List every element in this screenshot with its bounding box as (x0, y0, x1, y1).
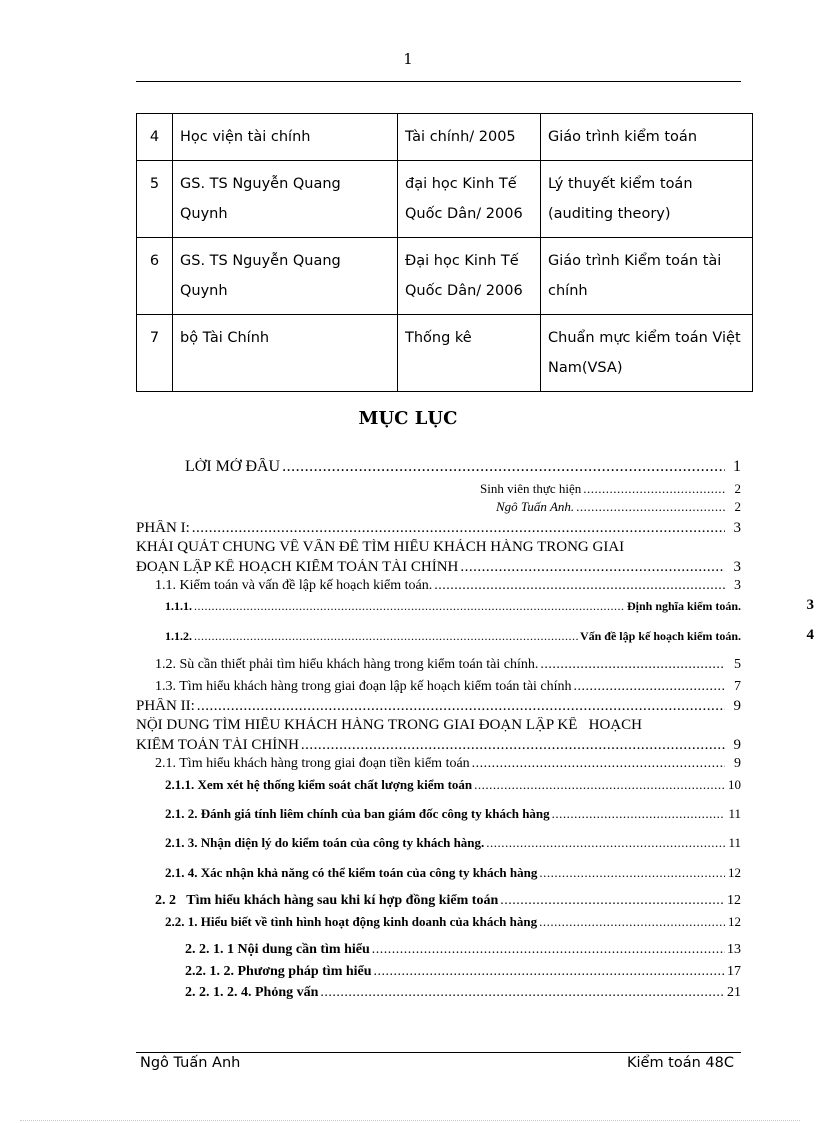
toc-entry-page: 13 (727, 942, 741, 957)
toc-entry[interactable] (165, 835, 741, 851)
toc-entry-page: 2 (734, 481, 741, 496)
toc-entry-page: 9 (734, 756, 741, 771)
toc-entry[interactable] (165, 865, 741, 881)
toc-entry-page: 4 (806, 627, 814, 643)
toc-entry[interactable] (136, 698, 741, 715)
toc-entry[interactable] (155, 657, 741, 673)
ref-title: Giáo trình Kiểm toán tài chính (541, 238, 753, 315)
toc-entry[interactable] (165, 599, 741, 614)
toc-entry-text: 2.1. 3. Nhận diện lý do kiểm toán của công ty khách hàng. (165, 835, 485, 850)
toc-entry-text: NỘI DUNG TÌM HIỂU KHÁCH HÀNG TRONG GIAI ĐOẠN LẬP KẾ HOẠCH (136, 717, 642, 733)
toc-entry[interactable] (496, 499, 741, 515)
toc-entry-text: PHẦN II: (136, 698, 195, 714)
toc-entry[interactable] (480, 481, 741, 497)
toc-entry-text: KHÁI QUÁT CHUNG VỀ VẤN ĐỀ TÌM HIỂU KHÁCH HÀNG TRONG GIAI (136, 539, 625, 555)
toc-entry-heading: Định nghĩa kiểm toán. (626, 599, 741, 613)
toc-entry-text: KIỂM TOÁN TÀI CHÍNH (136, 737, 299, 753)
toc-entry-text: 2.2. 1. 2. Phương pháp tìm hiểu (185, 964, 372, 979)
footer-author: Ngô Tuấn Anh (140, 1055, 241, 1071)
toc-entry-text: 2. 2. 1. 1 Nội dung cần tìm hiểu (185, 942, 370, 957)
ref-no: 5 (137, 161, 173, 238)
toc-entry-text: Sinh viên thực hiện (480, 481, 582, 496)
toc-entry-page: 12 (727, 893, 741, 908)
page-edge (20, 1120, 800, 1121)
ref-title: Lý thuyết kiểm toán (auditing theory) (541, 161, 753, 238)
toc-entry-page: 11 (728, 806, 741, 821)
toc-entry-text: LỜI MỞ ĐẦU (185, 458, 281, 475)
toc-entry-page: 1 (733, 458, 741, 475)
toc-entry[interactable] (136, 520, 741, 537)
toc-entry[interactable] (165, 629, 741, 644)
ref-no: 4 (137, 114, 173, 161)
toc-entry[interactable] (165, 806, 741, 822)
toc-entry-heading: Vấn đề lập kế hoạch kiểm toán. (579, 629, 741, 643)
toc-entry-text: 2.1. 2. Đánh giá tính liêm chính của ban giám đốc công ty khách hàng (165, 806, 550, 821)
toc-entry-page: 21 (727, 985, 741, 1000)
toc-entry-page: 10 (728, 777, 741, 792)
toc-entry-text: 1.1.1. (165, 599, 192, 613)
toc-entry[interactable] (165, 777, 741, 793)
toc-entry[interactable] (185, 942, 741, 958)
toc-entry[interactable] (136, 737, 741, 754)
toc-entry-page: 5 (734, 657, 741, 672)
toc-entry[interactable] (165, 914, 741, 930)
toc-entry[interactable] (155, 756, 741, 772)
toc-entry[interactable] (136, 539, 741, 556)
toc-entry-text: PHẦN I: (136, 520, 190, 536)
toc-entry-text: Ngô Tuấn Anh. (496, 499, 575, 514)
toc-entry-text: 2. 2 Tìm hiểu khách hàng sau khi kí hợp đồng kiểm toán (155, 893, 499, 908)
toc-entry-page: 9 (733, 737, 741, 753)
toc-entry-text: 1.1.2. (165, 629, 192, 643)
toc-entry-page: 11 (728, 835, 741, 850)
ref-no: 7 (137, 315, 173, 392)
toc-entry-page: 3 (734, 578, 741, 593)
footer-rule (136, 1052, 741, 1053)
page-number: 1 (403, 50, 413, 68)
ref-author: GS. TS Nguyễn Quang Quynh (173, 238, 398, 315)
ref-publisher: Thống kê (398, 315, 541, 392)
toc-entry-text: 2. 2. 1. 2. 4. Phỏng vấn (185, 985, 319, 1000)
toc-entry-page: 3 (733, 520, 741, 536)
toc-entry-text: 2.1.1. Xem xét hệ thống kiểm soát chất lượng kiểm toán (165, 777, 473, 792)
toc-entry-page: 2 (734, 499, 741, 514)
toc-entry-text: 2.1. Tìm hiểu khách hàng trong giai đoạn tiền kiểm toán (155, 756, 470, 771)
toc-entry-page: 9 (733, 698, 741, 714)
toc-entry[interactable] (185, 964, 741, 980)
toc-entry[interactable] (136, 717, 741, 734)
toc-entry-text: 2.2. 1. Hiểu biết về tình hình hoạt động kinh doanh của khách hàng (165, 914, 538, 929)
toc-entry-text: 1.3. Tìm hiểu khách hàng trong giai đoạn lập kế hoạch kiểm toán tài chính (155, 679, 572, 694)
ref-publisher: Tài chính/ 2005 (398, 114, 541, 161)
toc-entry[interactable] (155, 893, 741, 909)
toc-entry[interactable] (155, 679, 741, 695)
toc-entry-page: 12 (728, 914, 741, 929)
toc-entry[interactable] (185, 985, 741, 1001)
toc-entry[interactable] (155, 578, 741, 594)
toc-entry-text: 1.1. Kiểm toán và vấn đề lập kế hoạch kiểm toán. (155, 578, 433, 593)
toc-title: MỤC LỤC (358, 408, 458, 429)
toc-entry[interactable] (136, 559, 741, 576)
ref-title: Chuẩn mực kiểm toán Việt Nam(VSA) (541, 315, 753, 392)
toc-entry-text: 1.2. Sù cần thiết phải tìm hiểu khách hàng trong kiểm toán tài chính. (155, 657, 539, 672)
ref-no: 6 (137, 238, 173, 315)
ref-author: GS. TS Nguyễn Quang Quynh (173, 161, 398, 238)
toc-entry-page: 3 (733, 559, 741, 575)
toc-entry[interactable] (185, 458, 741, 476)
toc-entry-page: 17 (727, 964, 741, 979)
toc-entry-text: 2.1. 4. Xác nhận khả năng có thể kiểm toán của công ty khách hàng (165, 865, 538, 880)
footer-class: Kiểm toán 48C (626, 1055, 734, 1071)
ref-publisher: Đại học Kinh Tế Quốc Dân/ 2006 (398, 238, 541, 315)
ref-author: bộ Tài Chính (173, 315, 398, 392)
ref-publisher: đại học Kinh Tế Quốc Dân/ 2006 (398, 161, 541, 238)
ref-author: Học viện tài chính (173, 114, 398, 161)
toc-entry-page: 7 (734, 679, 741, 694)
ref-title: Giáo trình kiểm toán (541, 114, 753, 161)
toc-entry-page: 3 (806, 597, 814, 613)
toc-entry-text: ĐOẠN LẬP KẾ HOẠCH KIỂM TOÁN TÀI CHÍNH (136, 559, 459, 575)
toc-entry-page: 12 (728, 865, 741, 880)
